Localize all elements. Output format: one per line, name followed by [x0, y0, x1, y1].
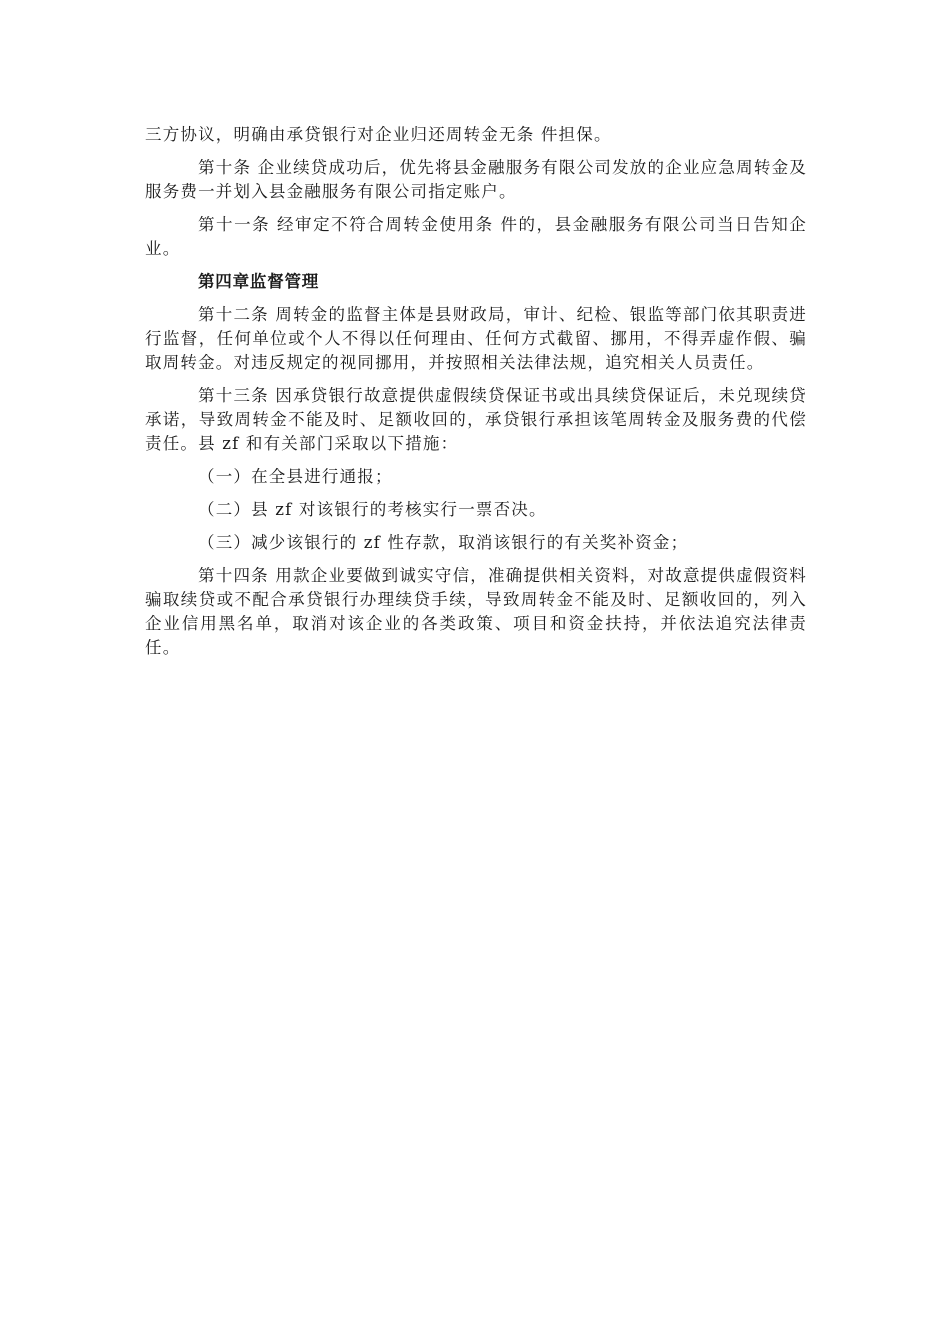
article-11: 第十一条 经审定不符合周转金使用条 件的，县金融服务有限公司当日告知企业。: [145, 215, 807, 258]
article-12: 第十二条 周转金的监督主体是县财政局，审计、纪检、银监等部门依其职责进行监督，任何单位或个人不得以任何理由、任何方式截留、挪用，不得弄虚作假、骗取周转金。对违反规定的视同挪用，并按照相关法律法规，追究相关人员责任。: [145, 305, 807, 372]
document-body: [145, 123, 807, 669]
measure-item-1: （一）在全县进行通报；: [198, 467, 393, 486]
chapter-4-heading: 第四章监督管理: [198, 272, 320, 291]
measure-item-2: （二）县 zf 对该银行的考核实行一票否决。: [198, 500, 547, 519]
article-13: 第十三条 因承贷银行故意提供虚假续贷保证书或出具续贷保证后，未兑现续贷承诺，导致周转金不能及时、足额收回的，承贷银行承担该笔周转金及服务费的代偿责任。县 zf 和有关部门采取以下措施：: [145, 386, 807, 453]
measure-item-3: （三）减少该银行的 zf 性存款，取消该银行的有关奖补资金；: [198, 533, 689, 552]
article-10: 第十条 企业续贷成功后，优先将县金融服务有限公司发放的企业应急周转金及服务费一并划入县金融服务有限公司指定账户。: [145, 158, 807, 201]
article-14: 第十四条 用款企业要做到诚实守信，准确提供相关资料，对故意提供虚假资料骗取续贷或不配合承贷银行办理续贷手续，导致周转金不能及时、足额收回的，列入企业信用黑名单，取消对该企业的各类政策、项目和资金扶持，并依法追究法律责任。: [145, 566, 807, 657]
paragraph-continuation: 三方协议，明确由承贷银行对企业归还周转金无条 件担保。: [145, 125, 612, 144]
